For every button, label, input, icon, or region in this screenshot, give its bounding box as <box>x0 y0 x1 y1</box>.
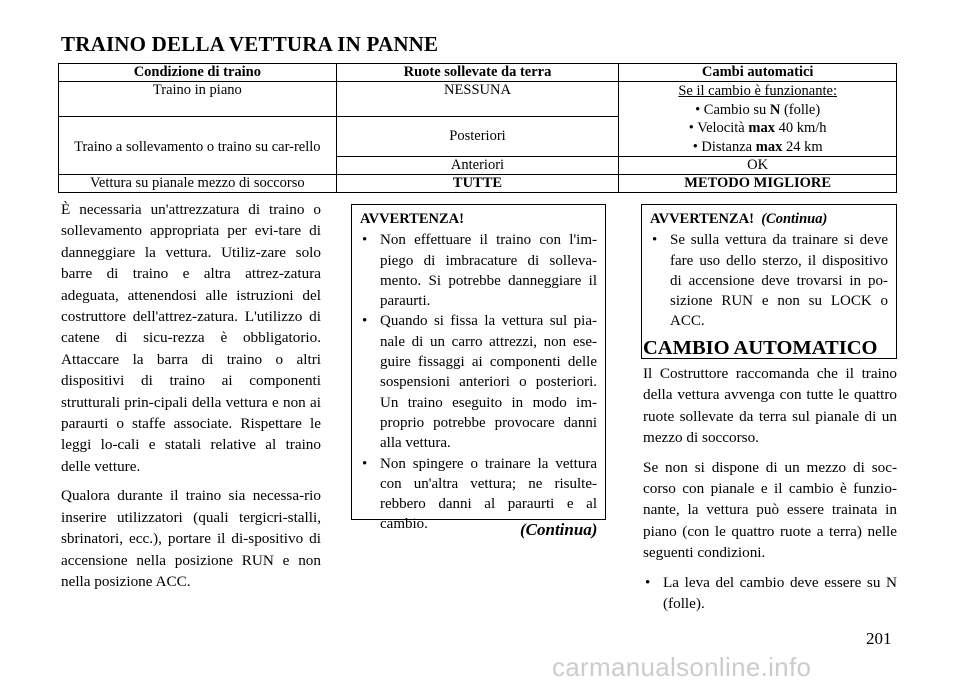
warning-heading: AVVERTENZA! (Continua) <box>650 211 828 227</box>
condition-line: • Cambio su N (folle) <box>695 101 821 118</box>
row-condition: Traino a sollevamento o traino su car-rello <box>59 117 337 175</box>
row-wheels: TUTTE <box>336 175 619 193</box>
bullet-list <box>643 572 897 615</box>
towing-table <box>58 63 897 193</box>
row-condition: Vettura su pianale mezzo di soccorso <box>59 175 337 193</box>
row-wheels: NESSUNA <box>336 82 619 117</box>
warning-list <box>360 230 597 534</box>
page-number: 201 <box>866 629 892 648</box>
table-header-row <box>59 64 897 82</box>
body-column-right <box>643 363 897 614</box>
row-result: METODO MIGLIORE <box>619 175 897 193</box>
list-item: • La leva del cambio deve essere su N (folle). <box>643 572 897 615</box>
conditions-heading: Se il cambio è funzionante: <box>678 83 837 99</box>
continued-label: (Continua) <box>520 520 598 539</box>
row-wheels: Posteriori <box>336 117 619 157</box>
list-item: • Non effettuare il traino con l'im-piego di imbracature di solleva-mento. Si potrebbe danneggiare il paraurti. <box>360 230 597 311</box>
list-item: • Se sulla vettura da trainare si deve fare uso dello sterzo, il dispositivo di accensione deve trovarsi in po-sizione RUN e non su LOCK o ACC. <box>650 230 888 331</box>
warning-box-continued <box>641 204 897 359</box>
header-automatic: Cambi automatici <box>619 64 897 82</box>
conditions-cell <box>619 82 897 157</box>
list-item: • Quando si fissa la vettura sul pia-nale di un carro attrezzi, non ese-guire fissaggi ai componenti delle sospensioni anteriori o posteriori. Un traino eseguito in modo im-proprio potrebbe provocare danni alla vettura. <box>360 311 597 453</box>
paragraph: Se non si dispone di un mezzo di soc-corso con pianale e il cambio è funzio-nante, la vettura può essere trainata in piano (con le quattro ruote a terra) nelle seguenti condizioni. <box>643 458 897 562</box>
watermark: carmanualsonline.info <box>552 652 812 682</box>
warning-heading: AVVERTENZA! <box>360 211 464 227</box>
body-column-left <box>61 199 321 600</box>
table-row <box>59 82 897 117</box>
paragraph: Il Costruttore raccomanda che il traino della vettura avvenga con tutte le quattro ruote sollevate da terra sul pianale di un mezzo di soccorso. <box>643 365 897 447</box>
condition-line: • Distanza max 24 km <box>692 138 823 155</box>
header-condition: Condizione di traino <box>59 64 337 82</box>
warning-list <box>650 230 888 331</box>
paragraph: È necessaria un'attrezzatura di traino o sollevamento appropriata per evi-tare di danneggiare la vettura. Utiliz-zare solo barre di traino e altra attrez-zatura adeguata, attenendosi alle istruzioni del costruttore dell'attrez-zatura. L'utilizzo di catene di sicu-rezza è obbligatorio. Attaccare la barra di traino o altri dispositivi di traino ai componenti strutturali prin-cipali della vettura e non ai paraurti o staffe associate. Rispettare le leggi lo-cali e statali relative al traino delle vetture. <box>61 201 321 475</box>
row-condition: Traino in piano <box>59 82 337 117</box>
condition-line: • Velocità max 40 km/h <box>688 120 827 136</box>
page-title: TRAINO DELLA VETTURA IN PANNE <box>61 32 439 56</box>
header-wheels: Ruote sollevate da terra <box>336 64 619 82</box>
row-wheels: Anteriori <box>336 157 619 175</box>
paragraph: Qualora durante il traino sia necessa-rio inserire utilizzatori (quali tergicri-stalli, sbrinatori, ecc.), portare il di-spositivo di accensione nella posizione RUN e non nella posizione ACC. <box>61 487 321 590</box>
section-title: CAMBIO AUTOMATICO <box>643 337 878 359</box>
row-result: OK <box>619 157 897 175</box>
list-item: • Non spingere o trainare la vettura con un'altra vettura; ne risulte-rebbero danni al paraurti e al cambio. <box>360 454 597 535</box>
table-row <box>59 175 897 193</box>
